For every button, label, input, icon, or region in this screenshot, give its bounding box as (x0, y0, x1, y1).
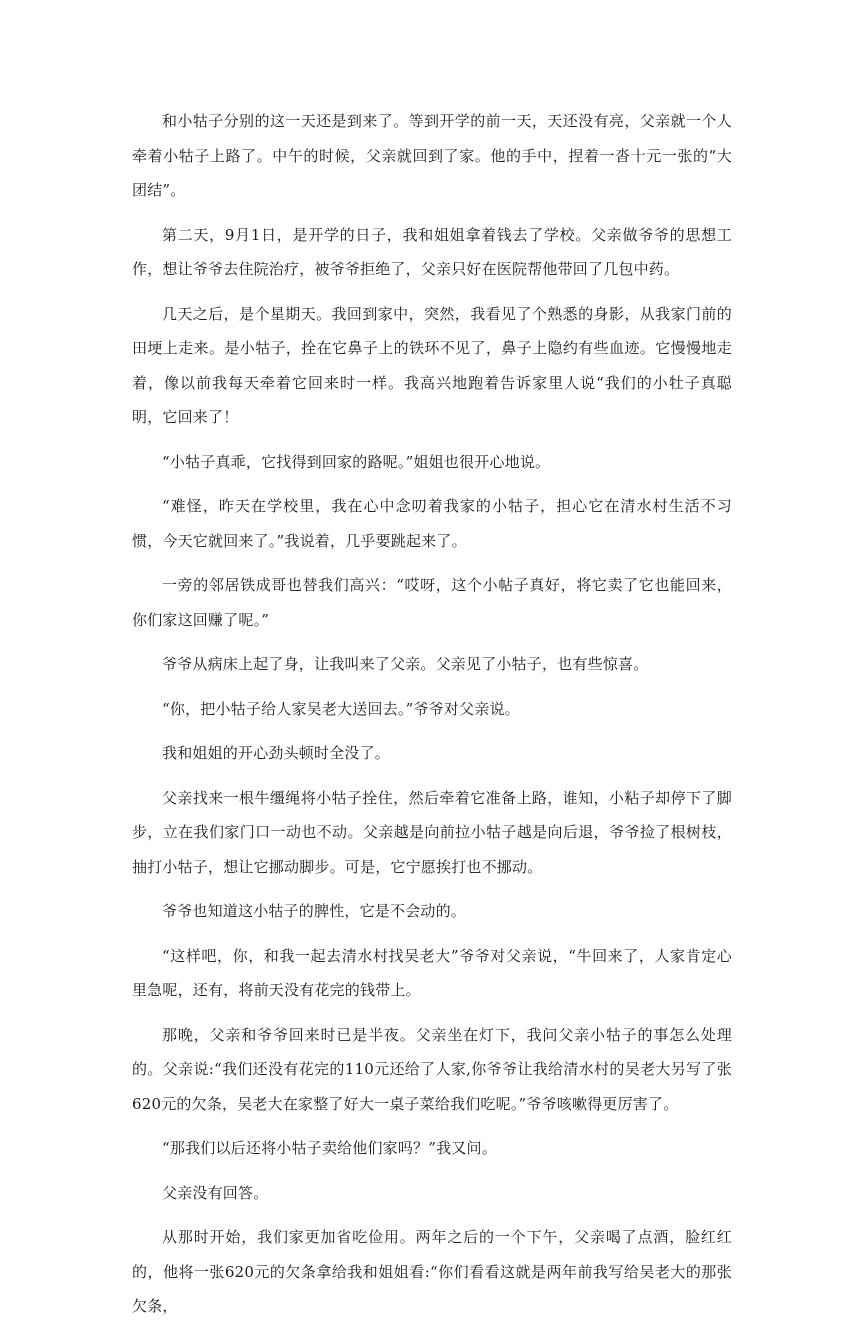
paragraph-11: 爷爷也知道这小牯子的脾性，它是不会动的。 (162, 902, 467, 920)
paragraph-10: 父亲找来一根牛缰绳将小牯子拴住，然后牵着它准备上路，谁知，小粘子却停下了脚步，立在我们家门口一动也不动。父亲越是向前拉小牯子越是向后退，爷爷捡了根树枝，抽打小牯子，想让它挪动脚步。可是，它宁愿挨打也不挪动。 (132, 788, 732, 876)
paragraph-3: 几天之后，是个星期天。我回到家中，突然，我看见了个熟悉的身影，从我家门前的田埂上走来。是小牯子，拴在它鼻子上的铁环不见了，鼻子上隐约有些血迹。它慢慢地走着，像以前我每天牵着它回来时一样。我高兴地跑着告诉家里人说“我们的小牡子真聪明，它回来了！ (132, 304, 732, 426)
paragraph-15: 父亲没有回答。 (162, 1183, 269, 1202)
paragraph-9: 我和姐姐的开心劲头顿时全没了。 (162, 744, 391, 762)
paragraph-6: 一旁的邻居铁成哥也替我们高兴：“哎呀，这个小帖子真好，将它卖了它也能回来，你们家这回赚了呢。” (132, 576, 732, 629)
document-body (132, 104, 732, 1334)
paragraph-4: “小牯子真乖，它找得到回家的路呢。”姐姐也很开心地说。 (162, 452, 551, 471)
paragraph-5: “难怪，昨天在学校里，我在心中念叨着我家的小牯子，担心它在清水村生活不习惯，今天它就回来了。”我说着，几乎要跳起来了。 (132, 497, 732, 550)
paragraph-13: 那晚，父亲和爷爷回来时已是半夜。父亲坐在灯下，我问父亲小牯子的事怎么处理的。父亲说:“我们还没有花完的110元还给了人家,你爷爷让我给清水村的吴老大另写了张620元的欠条，吴老大在家整了好大一桌子菜给我们吃呢。”爷爷咳嗽得更厉害了。 (132, 1025, 732, 1113)
paragraph-2: 第二天，9月1日，是开学的日子，我和姐姐拿着钱去了学校。父亲做爷爷的思想工作，想让爷爷去住院治疗，被爷爷拒绝了，父亲只好在医院帮他带回了几包中药。 (132, 225, 732, 278)
paragraph-14: “那我们以后还将小牯子卖给他们家吗？”我又问。 (162, 1139, 497, 1157)
paragraph-8: “你，把小牯子给人家吴老大送回去。”爷爷对父亲说。 (162, 699, 520, 718)
paragraph-1: 和小牯子分别的这一天还是到来了。等到开学的前一天，天还没有亮，父亲就一个人牵着小牯子上路了。中午的时候，父亲就回到了家。他的手中，捏着一沓十元一张的“大团结”。 (132, 112, 732, 199)
paragraph-12: “这样吧，你，和我一起去清水村找吴老大”爷爷对父亲说，“牛回来了，人家肯定心里急呢，还有，将前天没有花完的钱带上。 (132, 946, 732, 999)
paragraph-16: 从那时开始，我们家更加省吃俭用。两年之后的一个下午，父亲喝了点酒，脸红红的，他将一张620元的欠条拿给我和姐姐看:“你们看看这就是两年前我写给吴老大的那张欠条， (132, 1228, 732, 1315)
paragraph-7: 爷爷从病床上起了身，让我叫来了父亲。父亲见了小牯子，也有些惊喜。 (162, 655, 649, 673)
